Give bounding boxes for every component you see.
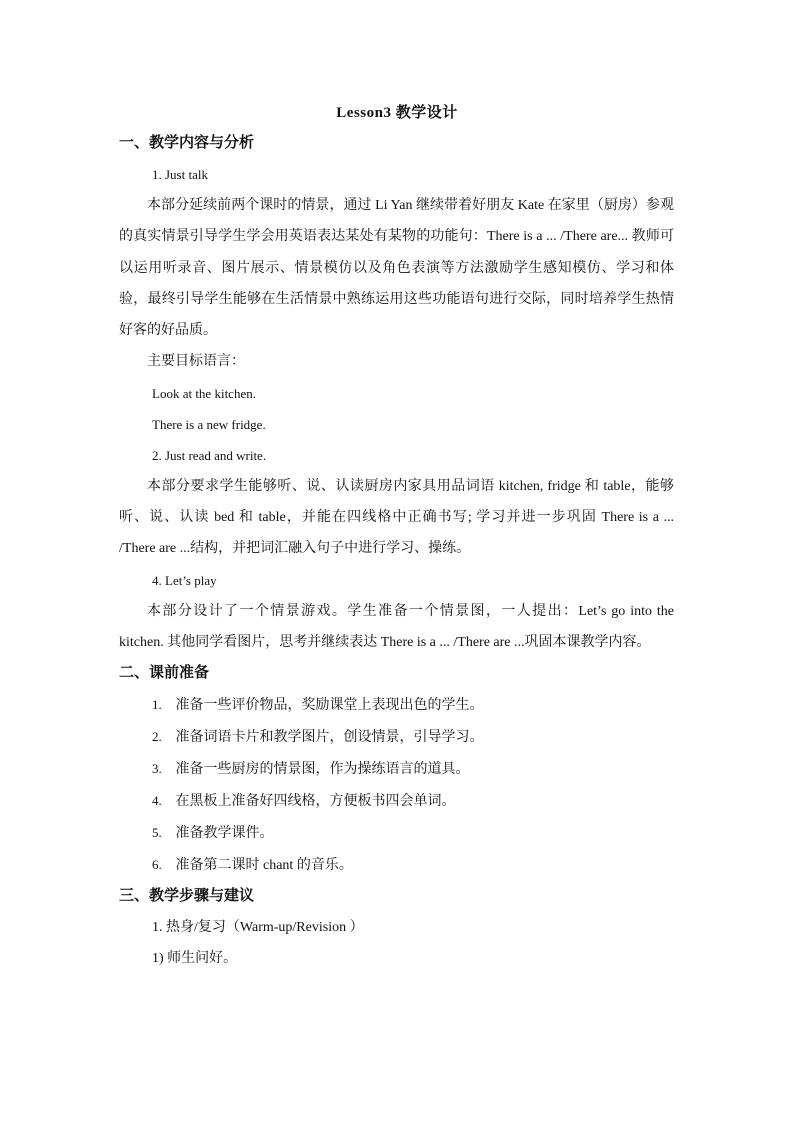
list-item-text: 准备一些厨房的情景图，作为操练语言的道具。 (175, 762, 470, 778)
list-item-number: 2. (152, 729, 162, 745)
target-sentence-1: Look at the kitchen. (152, 385, 256, 401)
subheading-just-talk: 1. Just talk (152, 167, 208, 182)
list-item-text: 准备一些评价物品，奖励课堂上表现出色的学生。 (175, 698, 484, 714)
list-item (119, 817, 674, 849)
list-item-number: 4. (152, 793, 162, 809)
list-item-number: 6. (152, 857, 162, 873)
section-heading-content-analysis: 一、教学内容与分析 (119, 135, 255, 151)
list-item-number: 1. (152, 697, 162, 713)
list-item (119, 689, 674, 721)
section-heading-steps: 三、教学步骤与建议 (119, 888, 255, 905)
step-warm-up: 1. 热身/复习（Warm-up/Revision ） (152, 920, 364, 936)
document-body (119, 128, 674, 974)
list-item-text: 准备教学课件。 (175, 826, 274, 842)
list-item (119, 785, 674, 817)
paragraph-read-write: 本部分要求学生能够听、说、认读厨房内家具用品词语 kitchen, fridge 和 table，能够听、说、认读 bed 和 table，并能在四线格中正确书写; 学习并进一步巩固 There is a ... /There are ...结构，并把词汇融入句子中进行学习、操练。 (119, 478, 674, 557)
list-item-text: 准备第二课时 chant 的音乐。 (175, 858, 353, 874)
subheading-read-write: 2. Just read and write. (152, 447, 267, 463)
paragraph-just-talk: 本部分延续前两个课时的情景，通过 Li Yan 继续带着好朋友 Kate 在家里（厨房）参观的真实情景引导学生学会用英语表达某处有某物的功能句：There is a ... /There are... 教师可以运用听录音、图片展示、情景模仿以及角色表演等方法激励学生感知模仿、学习和体验，最终引导学生能够在生活情景中熟练运用这些功能语句进行交际，同时培养学生热情好客的好品质。 (119, 198, 674, 339)
page-title: Lesson3 教学设计 (336, 105, 458, 121)
step-greeting: 1) 师生问好。 (152, 951, 238, 967)
list-item-text: 准备词语卡片和教学图片，创设情景，引导学习。 (175, 730, 484, 746)
list-item-number: 5. (152, 825, 162, 841)
list-item (119, 721, 674, 753)
paragraph-lets-play: 本部分设计了一个情景游戏。学生准备一个情景图，一人提出：Let’s go into the kitchen. 其他同学看图片，思考并继续表达 There is a ... /There are ...巩固本课教学内容。 (119, 603, 674, 650)
list-item-number: 3. (152, 761, 162, 777)
subheading-lets-play: 4. Let’s play (152, 572, 217, 588)
target-sentence-2: There is a new fridge. (152, 416, 266, 432)
list-item (119, 753, 674, 785)
list-item (119, 849, 674, 881)
list-item-text: 在黑板上准备好四线格，方便板书四会单词。 (175, 794, 456, 810)
section-heading-preparation: 二、课前准备 (119, 665, 210, 682)
target-language-label: 主要目标语言： (147, 354, 245, 370)
